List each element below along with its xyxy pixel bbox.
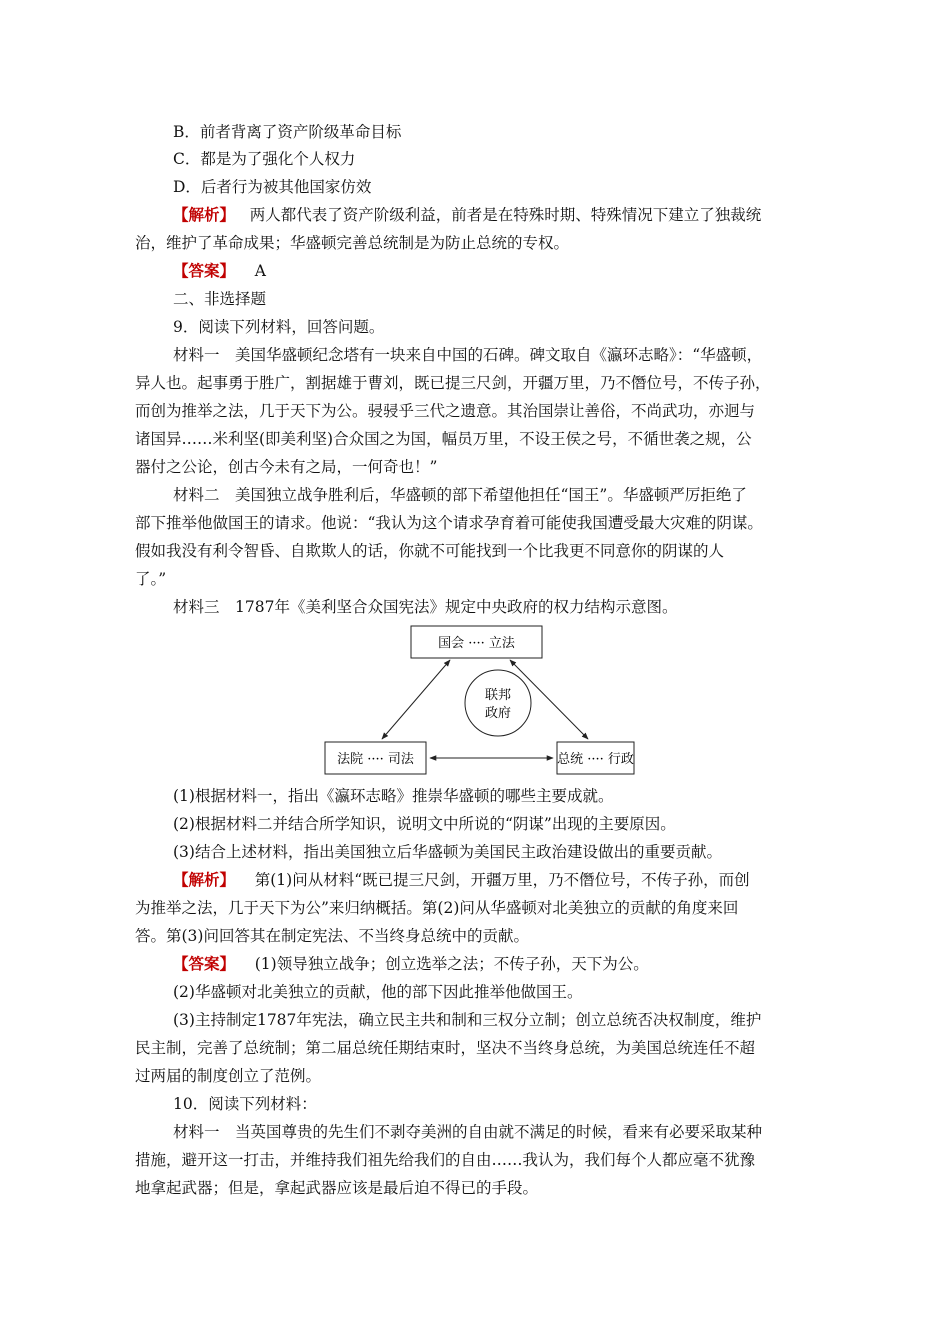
arrow-legislative-judicial bbox=[382, 660, 450, 739]
answer-line: (2)华盛顿对北美独立的贡献，他的部下因此推举他做国王。 bbox=[173, 983, 583, 1001]
power-structure-diagram bbox=[320, 625, 640, 780]
material-1-line: 诸国异……米利坚(即美利坚)合众国之为国，幅员万里，不设王侯之号，不循世袭之规，公 bbox=[135, 430, 752, 448]
analysis-text: 两人都代表了资产阶级利益，前者是在特殊时期、特殊情况下建立了独裁统 bbox=[249, 206, 762, 224]
answer-line: 过两届的制度创立了范例。 bbox=[135, 1067, 322, 1085]
material-2-line: 了。” bbox=[135, 570, 167, 588]
analysis-tag: 【解析】 bbox=[173, 205, 236, 224]
material-1-line: 异人也。起事勇于胜广，割据雄于曹刘，既已提三尺剑，开疆万里，乃不僭位号，不传子孙， bbox=[135, 374, 771, 392]
judicial-label: 法院 ···· 司法 bbox=[337, 752, 414, 767]
material-1-line: 材料一 美国华盛顿纪念塔有一块来自中国的石碑。碑文取自《瀛环志略》：“华盛顿， bbox=[173, 346, 763, 364]
sub-question-3: (3)结合上述材料，指出美国独立后华盛顿为美国民主政治建设做出的重要贡献。 bbox=[173, 843, 722, 861]
material-1-line: 器付之公论，创古今未有之局，一何奇也！” bbox=[135, 458, 438, 476]
option-c: C．都是为了强化个人权力 bbox=[173, 150, 356, 168]
answer-tag: 【答案】 bbox=[173, 261, 236, 280]
executive-label: 总统 ···· 行政 bbox=[557, 752, 634, 767]
answer-tag: 【答案】 bbox=[173, 954, 236, 973]
answer-line: 民主制，完善了总统制；第二届总统任期结束时，坚决不当终身总统，为美国总统连任不超 bbox=[135, 1039, 756, 1057]
analysis-text-cont: 为推举之法，几于天下为公”来归纳概括。第(2)问从华盛顿对北美独立的贡献的角度来回 bbox=[135, 899, 739, 917]
answer-text: (1)领导独立战争；创立选举之法；不传子孙，天下为公。 bbox=[254, 955, 649, 973]
executive-box bbox=[557, 742, 634, 774]
answer-text: A bbox=[254, 262, 266, 280]
material-2-line: 材料二 美国独立战争胜利后，华盛顿的部下希望他担任“国王”。华盛顿严厉拒绝了 bbox=[173, 486, 747, 504]
judicial-box bbox=[325, 742, 426, 774]
answer-paragraph bbox=[173, 261, 266, 281]
analysis-text: 第(1)问从材料“既已提三尺剑，开疆万里，乃不僭位号，不传子孙，而创 bbox=[254, 871, 750, 889]
material-2-line: 假如我没有利令智昏、自欺欺人的话，你就不可能找到一个比我更不同意你的阴谋的人 bbox=[135, 542, 725, 560]
legislative-label: 国会 ···· 立法 bbox=[438, 636, 515, 651]
question-10-stem: 10．阅读下列材料： bbox=[173, 1095, 317, 1113]
material-3-line: 材料三 1787年《美利坚合众国宪法》规定中央政府的权力结构示意图。 bbox=[173, 598, 678, 616]
answer-line: (3)主持制定1787年宪法，确立民主共和制和三权分立制；创立总统否决权制度，维护 bbox=[173, 1011, 762, 1029]
option-d: D．后者行为被其他国家仿效 bbox=[173, 178, 372, 196]
analysis-paragraph bbox=[173, 870, 750, 890]
option-b: B．前者背离了资产阶级革命目标 bbox=[173, 123, 402, 141]
q10-material-1-line: 材料一 当英国尊贵的先生们不剥夺美洲的自由就不满足的时候，看来有必要采取某种 bbox=[173, 1123, 763, 1141]
analysis-tag: 【解析】 bbox=[173, 870, 236, 889]
question-9-stem: 9．阅读下列材料，回答问题。 bbox=[173, 318, 385, 336]
material-2-line: 部下推举他做国王的请求。他说：“我认为这个请求孕育着可能使我国遭受最大灾难的阴谋。 bbox=[135, 514, 763, 532]
answer-paragraph bbox=[173, 954, 649, 974]
sub-question-1: (1)根据材料一，指出《瀛环志略》推崇华盛顿的哪些主要成就。 bbox=[173, 787, 614, 805]
sub-question-2: (2)根据材料二并结合所学知识，说明文中所说的“阴谋”出现的主要原因。 bbox=[173, 815, 676, 833]
q10-material-1-line: 措施，避开这一打击，并维持我们祖先给我们的自由……我认为，我们每个人都应毫不犹豫 bbox=[135, 1151, 756, 1169]
analysis-paragraph bbox=[173, 205, 761, 225]
section-heading: 二、非选择题 bbox=[173, 290, 267, 308]
center-label-line1: 联邦 bbox=[484, 688, 512, 703]
material-1-line: 而创为推举之法，几于天下为公。骎骎乎三代之遗意。其治国崇让善俗，不尚武功，亦迥与 bbox=[135, 402, 756, 420]
analysis-text-cont: 治，维护了革命成果；华盛顿完善总统制是为防止总统的专权。 bbox=[135, 234, 570, 252]
analysis-text-cont: 答。第(3)问回答其在制定宪法、不当终身总统中的贡献。 bbox=[135, 927, 529, 945]
center-label-line2: 政府 bbox=[484, 706, 512, 721]
federal-government-circle bbox=[465, 670, 531, 736]
q10-material-1-line: 地拿起武器；但是，拿起武器应该是最后迫不得已的手段。 bbox=[135, 1179, 539, 1197]
legislative-box bbox=[411, 626, 542, 658]
